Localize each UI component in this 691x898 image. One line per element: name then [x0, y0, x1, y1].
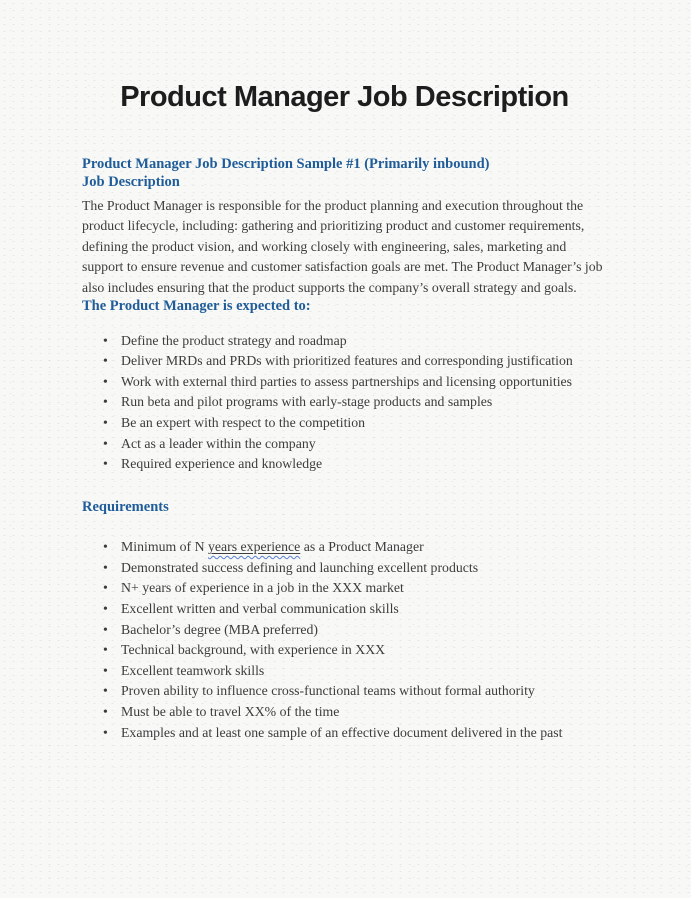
list-item: • Technical background, with experience in XXX — [82, 640, 607, 661]
list-item: • Must be able to travel XX% of the time — [82, 702, 607, 723]
list-item: • Define the product strategy and roadmap — [82, 331, 607, 352]
list-item: • Bachelor’s degree (MBA preferred) — [82, 620, 607, 641]
list-item: • Excellent teamwork skills — [82, 661, 607, 682]
job-description-heading: Job Description — [82, 173, 180, 190]
sample-heading: Product Manager Job Description Sample #1 (Primarily inbound) — [82, 156, 490, 172]
expected-heading: The Product Manager is expected to: — [82, 298, 311, 315]
page-title: Product Manager Job Description — [120, 81, 569, 113]
requirements-heading: Requirements — [82, 498, 169, 515]
requirement-suffix: as a Product Manager — [300, 539, 424, 555]
list-item: • Examples and at least one sample of an effective document delivered in the past — [82, 723, 607, 744]
list-item: • Work with external third parties to assess partnerships and licensing opportunities — [82, 372, 607, 393]
expected-list — [82, 331, 607, 475]
requirements-list — [82, 537, 607, 743]
grammar-underlined-text: years experience — [208, 539, 301, 555]
list-item: • Required experience and knowledge — [82, 454, 607, 475]
job-description-paragraph: The Product Manager is responsible for the product planning and execution throughout the product lifecycle, including: gathering and prioritizing product and customer requirements, defining the product vision, and working closely with engineering, sales, marketing and support to ensure revenue and customer satisfaction goals are met. The Product Manager’s job also includes ensuring that the product supports the company’s overall strategy and goals. — [82, 198, 603, 295]
list-item: • Act as a leader within the company — [82, 434, 607, 455]
list-item: • Excellent written and verbal communication skills — [82, 599, 607, 620]
list-item: • N+ years of experience in a job in the XXX market — [82, 578, 607, 599]
list-item: • Run beta and pilot programs with early-stage products and samples — [82, 392, 607, 413]
list-item: • Deliver MRDs and PRDs with prioritized features and corresponding justification — [82, 351, 607, 372]
requirement-prefix: Minimum of N — [121, 539, 208, 555]
list-item: • Demonstrated success defining and launching excellent products — [82, 558, 607, 579]
list-item: • Be an expert with respect to the competition — [82, 413, 607, 434]
list-item: • Proven ability to influence cross-functional teams without formal authority — [82, 681, 607, 702]
list-item — [82, 537, 607, 558]
